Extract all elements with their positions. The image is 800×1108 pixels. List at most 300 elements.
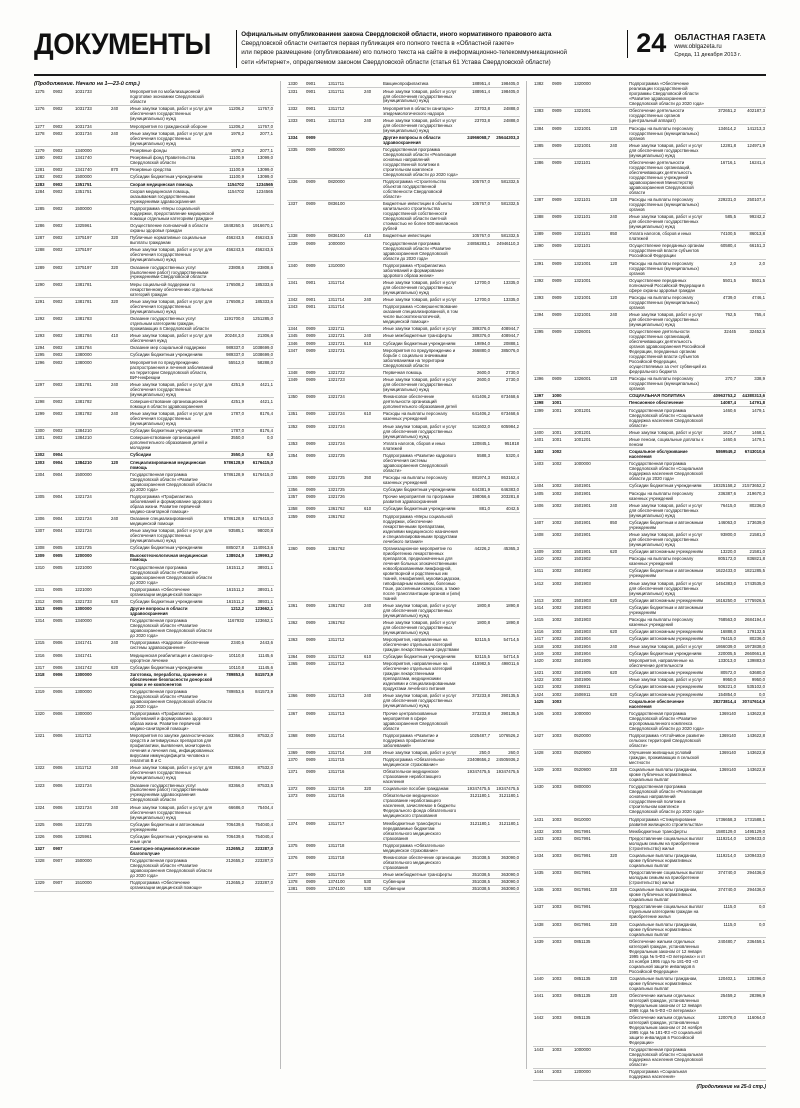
cell-c3: 1321733 — [74, 598, 110, 605]
table-row — [34, 781, 274, 803]
cell-c3: 1311716 — [327, 792, 363, 819]
cell-c4 — [110, 222, 129, 234]
legal-line-1: Официальным опубликованием закона Свердловской области, иного нормативного правового акта — [241, 31, 552, 38]
cell-c6: 351038,5 — [462, 885, 491, 892]
cell-c3: 0817991 — [573, 886, 609, 903]
cell-c3: 1325961 — [74, 833, 110, 845]
table-row — [533, 975, 766, 992]
cell-c5: Субсидии бюджетным и автономным учреждениям — [129, 821, 216, 833]
cell-c4: 610 — [363, 505, 382, 512]
cell-c7: 841573,9 — [245, 671, 274, 688]
cell-c1: 1293 — [34, 332, 52, 344]
cell-c3: 1311716 — [327, 768, 363, 785]
cell-c1: 1322 — [34, 764, 52, 781]
cell-c4 — [110, 564, 129, 586]
table-row — [533, 669, 766, 676]
table-row — [533, 502, 766, 519]
cell-c1: 1286 — [34, 222, 52, 234]
cell-c4 — [110, 544, 129, 551]
cell-c2: 0909 — [305, 178, 327, 200]
cell-c1: 1306 — [34, 515, 52, 527]
cell-c4 — [363, 240, 382, 262]
cell-c3 — [74, 845, 110, 857]
table-row — [34, 358, 274, 380]
cell-c7 — [737, 460, 766, 482]
cell-c2: 1003 — [551, 815, 573, 827]
cell-c5: Расходы на выплаты персоналу государственных (муниципальных) органов — [628, 125, 708, 142]
cell-c1: 1301 — [34, 434, 52, 451]
cell-c1: 1342 — [287, 296, 305, 303]
cell-c1: 1392 — [533, 277, 551, 294]
cell-c5: Иные закупки товаров, работ и услуг для обеспечения государственных (муниципальных) нужд — [628, 142, 708, 159]
cell-c7: 1479,1 — [737, 407, 766, 429]
table-row — [287, 422, 520, 439]
cell-c4 — [110, 833, 129, 845]
cell-c5: Субсидии бюджетным учреждениям — [129, 544, 216, 551]
cell-c3: 1501903 — [573, 604, 609, 616]
cell-c4 — [110, 710, 129, 732]
cell-c2: 1002 — [551, 448, 573, 460]
table-row — [287, 200, 520, 232]
cell-c5: Оказание государственных услуг (выполнение работ) государственными учреждениями здравоохранения Свердловской области — [129, 781, 216, 803]
cell-c5: Подпрограмма «Развитие и поддержка профилактики заболеваний» — [382, 732, 462, 749]
cell-c5: Социальные выплаты гражданам, кроме публичных нормативных социальных выплат — [628, 975, 708, 992]
cell-c5: Иные закупки товаров, работ и услуг — [382, 749, 462, 756]
cell-c5: Субсидии автономным учреждениям — [628, 597, 708, 604]
cell-c7: 1209433,0 — [737, 852, 766, 869]
cell-c5: Иные закупки товаров, работ и услуг для обеспечения государственных (муниципальных) нужд — [129, 410, 216, 427]
cell-c7: 143622,8 — [737, 710, 766, 732]
table-row — [533, 710, 766, 732]
cell-c6: 3550,0 — [216, 434, 245, 451]
cell-c1: 1414 — [533, 604, 551, 616]
cell-c1: 1346 — [287, 340, 305, 347]
cell-c6: 14087,4 — [708, 399, 737, 406]
cell-c1: 1278 — [34, 130, 52, 147]
cell-c3: 1321721 — [327, 340, 363, 347]
cell-c3: 0836100 — [327, 232, 363, 239]
cell-c2: 0909 — [551, 259, 573, 276]
cell-c3: 1384210 — [74, 434, 110, 451]
table-row — [533, 567, 766, 579]
cell-c3: 1380000 — [74, 351, 110, 358]
cell-c3: 1321724 — [74, 527, 110, 544]
table-row — [287, 653, 520, 660]
cell-c4 — [363, 756, 382, 768]
cell-c2: 0909 — [305, 486, 327, 493]
cell-c6: 5786128,9 — [216, 515, 245, 527]
cell-c7: 408944,7 — [491, 332, 520, 339]
table-row — [533, 531, 766, 548]
table-row — [287, 279, 520, 296]
cell-c2: 0902 — [52, 205, 74, 222]
cell-c5: Социальное обслуживание населения — [628, 448, 708, 460]
table-row — [34, 833, 274, 845]
cell-c1: 1434 — [533, 852, 551, 869]
cell-c2: 0905 — [52, 564, 74, 586]
cell-c6: 24856283,1 — [462, 240, 491, 262]
cell-c3: 1300000 — [74, 671, 110, 688]
cell-c2: 1002 — [551, 604, 573, 616]
cell-c3: 0810000 — [573, 815, 609, 827]
cell-c3: 1311712 — [327, 636, 363, 653]
cell-c2: 0902 — [52, 398, 74, 410]
cell-c3: 1361762 — [327, 505, 363, 512]
cell-c3: 1321724 — [327, 410, 363, 422]
cell-c5: Иные закупки товаров, работ и услуг для обеспечения государственных (муниципальных) нужд — [129, 804, 216, 821]
cell-c4: 850 — [609, 230, 628, 242]
cell-c7: 605984,2 — [491, 422, 520, 439]
cell-c3: 1321001 — [573, 277, 609, 294]
cell-c7: 2,0 — [737, 259, 766, 276]
cell-c2: 0904 — [52, 493, 74, 515]
table-row — [533, 519, 766, 531]
cell-c6: 93800,0 — [708, 531, 737, 548]
cell-c6: 1460,6 — [708, 436, 737, 448]
cell-c7: 0,0 — [245, 451, 274, 458]
cell-c5: Расходы на выплаты персоналу казенных учреждений — [628, 555, 708, 567]
cell-c6: 3550,0 — [216, 451, 245, 458]
cell-c6: 60580,4 — [708, 242, 737, 259]
cell-c1: 1367 — [287, 709, 305, 731]
cell-c1: 1381 — [287, 885, 305, 892]
cell-c1: 1312 — [34, 598, 52, 605]
cell-c2: 0909 — [305, 325, 327, 332]
cell-c5: Субсидии автономным учреждениям — [628, 691, 708, 698]
cell-c7: 0,0 — [737, 691, 766, 698]
cell-c3: 1501901 — [573, 519, 609, 531]
cell-c7: 755,4 — [737, 311, 766, 328]
cell-c5: Обеспечение жильем отдельных категорий граждан, установленных Федеральным законом от 12 января 1995 года № 5-ФЗ «О ветеранах» и от 24 ноября 1995 года № 181-ФЗ «О социальной защите инвалидов в Российской Федерации» — [628, 938, 708, 975]
cell-c5: Расходы на выплаты персоналу государственных (муниципальных) органов — [628, 196, 708, 213]
table-row — [34, 434, 274, 451]
cell-c7: 581332,5 — [491, 178, 520, 200]
cell-c1: 1398 — [533, 399, 551, 406]
cell-c4: 120 — [609, 125, 628, 142]
cell-c4: 240 — [110, 381, 129, 398]
table-row — [533, 1014, 766, 1046]
cell-c6 — [462, 842, 491, 854]
cell-c5: Государственная программа Свердловской области «Реализация основных направлений государственной политики в строительном комплексе Свердловской области до 2020 года» — [382, 146, 462, 178]
cell-c4 — [363, 146, 382, 178]
cell-c7: 1821285,5 — [737, 567, 766, 579]
cell-c2: 1002 — [551, 502, 573, 519]
cell-c2: 0901 — [305, 117, 327, 134]
cell-c7: 13335,0 — [491, 296, 520, 303]
cell-c5: Субсидии бюджетным учреждениям — [382, 340, 462, 347]
cell-c6: 881,0 — [462, 505, 491, 512]
cell-c3: 1506911 — [573, 691, 609, 698]
cell-c3: 0851135 — [573, 975, 609, 992]
cell-c2: 1002 — [551, 657, 573, 669]
cell-c6: 74100,5 — [708, 230, 737, 242]
cell-c1: 1333 — [287, 117, 305, 134]
cell-c4 — [110, 205, 129, 222]
cell-c6: 44226,2 — [462, 545, 491, 602]
table-row — [34, 315, 274, 332]
cell-c3: 1326001 — [573, 328, 609, 375]
cell-c7: 32452,5 — [737, 328, 766, 375]
cell-c6: 76415,0 — [708, 502, 737, 519]
cell-c4: 240 — [609, 502, 628, 519]
cell-c2: 0909 — [305, 200, 327, 232]
cell-c5: Социальные выплаты гражданам, кроме публичных нормативных социальных выплат — [628, 766, 708, 783]
cell-c6: 250,0 — [462, 749, 491, 756]
cell-c4 — [363, 422, 382, 439]
cell-c5: Субсидии бюджетным учреждениям — [129, 351, 216, 358]
cell-c3: 1381784 — [74, 344, 110, 351]
cell-c7: 250107,4 — [737, 196, 766, 213]
cell-c5: Иные закупки товаров, работ и услуг для обеспечения государственных (муниципальных) нужд — [129, 527, 216, 544]
continuation-footer: (Продолжение на 25-й стр.) — [696, 1083, 766, 1090]
cell-c1: 1288 — [34, 246, 52, 263]
cell-c1: 1356 — [287, 486, 305, 493]
cell-c5: Подпрограмма «Обязательное медицинское страхование» — [382, 756, 462, 768]
table-row — [533, 642, 766, 649]
cell-c5: Межбюджетные трансферты — [628, 828, 708, 835]
cell-c7: 219670,3 — [737, 489, 766, 501]
cell-c7: 54714,5 — [491, 636, 520, 653]
cell-c2: 1002 — [551, 691, 573, 698]
cell-c4 — [363, 178, 382, 200]
cell-c3: 1321101 — [573, 242, 609, 259]
cell-c4 — [609, 650, 628, 657]
cell-c4: 320 — [609, 852, 628, 869]
cell-c3: 1311717 — [327, 819, 363, 841]
cell-c6: 76415,0 — [708, 635, 737, 642]
cell-c6: 351038,5 — [462, 878, 491, 885]
cell-c7: 13099,0 — [245, 166, 274, 173]
cell-c6: 52115,5 — [462, 653, 491, 660]
cell-c4 — [609, 828, 628, 835]
table-row — [34, 427, 274, 434]
cell-c3: 0520900 — [573, 749, 609, 766]
cell-c7: 0,0 — [245, 434, 274, 451]
cell-c3: 1311713 — [327, 117, 363, 134]
cell-c2: 0909 — [305, 819, 327, 841]
cell-c6: 16716,1 — [708, 159, 737, 196]
cell-c6: 83366,0 — [216, 764, 245, 781]
cell-c1: 1396 — [533, 375, 551, 392]
table-row — [533, 1046, 766, 1068]
table-row — [533, 429, 766, 436]
table-row — [287, 756, 520, 768]
cell-c5: Прочие мероприятия по программе развития здравоохранения — [382, 493, 462, 505]
cell-c7: 24888,0 — [491, 117, 520, 134]
cell-c4 — [110, 434, 129, 451]
table-row — [533, 698, 766, 710]
cell-c4: 240 — [110, 804, 129, 821]
cell-c3: 0817991 — [573, 852, 609, 869]
cell-c3: 1321101 — [573, 159, 609, 196]
cell-c5: Субсидии бюджетным учреждениям — [129, 173, 216, 180]
cell-c2: 0902 — [52, 246, 74, 263]
cell-c3: 1321724 — [74, 515, 110, 527]
cell-c4 — [110, 344, 129, 351]
cell-c6: 1616250,0 — [708, 597, 737, 604]
cell-c4 — [609, 448, 628, 460]
cell-c1: 1314 — [34, 617, 52, 639]
cell-c3: 1311714 — [327, 279, 363, 296]
cell-c5: Субвенции — [382, 878, 462, 885]
legal-line-3: или первое размещение (опубликование) его полного текста на сайте в информационно-телекоммуникационной — [241, 49, 567, 57]
cell-c4 — [110, 398, 129, 410]
cell-c2: 0909 — [305, 792, 327, 819]
cell-c7: 1775926,5 — [737, 597, 766, 604]
cell-c7: 87532,0 — [245, 764, 274, 781]
table-row — [533, 277, 766, 294]
cell-c3: 1374100 — [327, 885, 363, 892]
cell-c7: 1743535,0 — [737, 580, 766, 597]
table-row — [34, 166, 274, 173]
cell-c1: 1343 — [287, 303, 305, 325]
table-row — [287, 493, 520, 505]
cell-c2: 1002 — [551, 580, 573, 597]
table-row — [533, 107, 766, 124]
cell-c5: Иные закупки товаров, работ и услуг для обеспечения государственных (муниципальных) нужд — [382, 422, 462, 439]
paper-name: ОБЛАСТНАЯ ГАЗЕТА — [674, 32, 766, 42]
cell-c3: 1311712 — [74, 764, 110, 781]
cell-c6: 5869549,2 — [708, 448, 737, 460]
cell-c7: 2730,0 — [491, 376, 520, 393]
table-row — [533, 628, 766, 635]
cell-c6: 16888,0 — [708, 628, 737, 635]
cell-c3: 1341742 — [74, 664, 110, 671]
cell-c7 — [737, 783, 766, 815]
table-row — [533, 242, 766, 259]
cell-c7 — [491, 842, 520, 854]
cell-c1: 1315 — [34, 639, 52, 651]
table-row — [533, 81, 766, 108]
cell-c1: 1313 — [34, 605, 52, 617]
cell-c4: 620 — [609, 669, 628, 676]
cell-c3: 1031734 — [74, 130, 110, 147]
cell-c1: 1357 — [287, 493, 305, 505]
cell-c6: 5786128,9 — [216, 471, 245, 493]
cell-c7: 24946110,3 — [491, 240, 520, 262]
cell-c3: 0817991 — [573, 835, 609, 852]
table-row — [533, 657, 766, 669]
cell-c1: 1341 — [287, 279, 305, 296]
cell-c5: Государственная программа Свердловской области «Социальная поддержка населения Свердловской области» — [628, 1046, 708, 1068]
cell-c4 — [609, 749, 628, 766]
cell-c3: 1311712 — [74, 732, 110, 764]
cell-c3: 1321001 — [573, 107, 609, 124]
cell-c4: 240 — [363, 87, 382, 104]
cell-c2: 1003 — [551, 1014, 573, 1046]
cell-c6 — [462, 513, 491, 545]
cell-c1: 1284 — [34, 188, 52, 205]
cell-c6: 989337,0 — [216, 351, 245, 358]
cell-c7: 87532,0 — [245, 732, 274, 764]
cell-c5: Иные пенсии, социальные доплаты к пенсии — [628, 436, 708, 448]
cell-c3: 0817991 — [573, 921, 609, 938]
cell-c1: 1309 — [34, 551, 52, 563]
cell-c2: 0909 — [551, 159, 573, 196]
cell-c1: 1405 — [533, 489, 551, 501]
cell-c5: Субсидии автономным учреждениям — [628, 628, 708, 635]
cell-c1: 1279 — [34, 147, 52, 154]
paper-website[interactable]: www.oblgazeta.ru — [674, 44, 722, 50]
cell-c3: 1500000 — [74, 857, 110, 879]
table-row — [287, 325, 520, 332]
cell-c2: 0909 — [305, 440, 327, 452]
cell-c2: 0906 — [52, 732, 74, 764]
cell-c2: 0909 — [551, 81, 573, 108]
cell-c5: СОЦИАЛЬНАЯ ПОЛИТИКА — [628, 392, 708, 399]
cell-c4 — [609, 732, 628, 749]
cell-c7: 4421,1 — [245, 381, 274, 398]
table-row — [533, 580, 766, 597]
cell-c4 — [609, 407, 628, 429]
cell-c3: 1311719 — [327, 871, 363, 878]
cell-c5: Уплата налогов, сборов и иных платежей — [628, 230, 708, 242]
cell-c4: 240 — [363, 602, 382, 619]
cell-c4 — [609, 399, 628, 406]
cell-c6: 240480,7 — [708, 938, 737, 975]
cell-c5: Субсидии автономным учреждениям — [628, 669, 708, 676]
table-row — [34, 263, 274, 280]
cell-c2: 1001 — [551, 399, 573, 406]
cell-c2: 0902 — [52, 222, 74, 234]
cell-c1: 1384 — [533, 125, 551, 142]
page-number: 24 — [636, 28, 667, 58]
cell-c4 — [363, 792, 382, 819]
cell-c6: 23703,8 — [462, 117, 491, 134]
cell-c1: 1390 — [533, 242, 551, 259]
cell-c7: 21306,6 — [245, 332, 274, 344]
cell-c1: 1417 — [533, 635, 551, 642]
cell-c3: 1501901 — [573, 548, 609, 555]
cell-c6: 641406,2 — [462, 410, 491, 422]
table-row — [287, 474, 520, 486]
table-row — [533, 886, 766, 903]
cell-c2: 0904 — [52, 459, 74, 471]
cell-c7: 8176,4 — [245, 427, 274, 434]
cell-c5: Осуществление деятельности государственных организаций, обеспечивающих деятельность органов здравоохранения Российской Федерации, переданных органам государственной власти субъектов Российской Федерации, осуществляемых за счет субвенций из федерального бюджета — [629, 329, 707, 374]
cell-c3: 1340000 — [74, 617, 110, 639]
cell-c1: 1339 — [287, 240, 305, 262]
cell-c6: 176508,2 — [216, 298, 245, 315]
cell-c1: 1304 — [34, 471, 52, 493]
cell-c2: 0909 — [305, 505, 327, 512]
cell-c5: Иные закупки товаров, работ и услуг для обеспечения государственных (муниципальных) нужд — [382, 87, 462, 104]
table-row — [34, 617, 274, 639]
cell-c4 — [363, 513, 382, 545]
cell-c3: 1361762 — [327, 619, 363, 636]
cell-c4: 240 — [363, 332, 382, 339]
table-row — [287, 232, 520, 239]
cell-c2: 0907 — [52, 879, 74, 891]
cell-c7: 87533,5 — [245, 781, 274, 803]
table-row — [287, 819, 520, 841]
cell-c7: 363090,0 — [491, 885, 520, 892]
cell-c1: 1329 — [34, 879, 52, 891]
cell-c7: 390135,5 — [491, 692, 520, 709]
cell-c5: Субсидии бюджетным и автономным учреждениям — [628, 604, 708, 616]
cell-c7: 2443,6 — [245, 639, 274, 651]
cell-c6: 1787,0 — [216, 410, 245, 427]
cell-c5: Мероприятия по закупке диагностических средств и антивирусных препаратов для профилактики, выявления, мониторинга лечения и лечения лиц, инфицированных вирусами иммунодефицита человека и гепатитов В и С — [129, 732, 216, 764]
cell-c7: 363090,0 — [491, 878, 520, 885]
cell-c6: 138924,9 — [216, 551, 245, 563]
cell-c1: 1296 — [34, 358, 52, 380]
cell-c3: 1000000 — [327, 240, 363, 262]
cell-c5: Обеспечение жильем отдельных категорий граждан, установленных Федеральным законом от 12 января 1995 года № 5-ФЗ «О ветеранах» — [628, 992, 708, 1014]
cell-c2: 0905 — [52, 605, 74, 617]
table-row — [533, 992, 766, 1014]
table-row — [533, 407, 766, 429]
